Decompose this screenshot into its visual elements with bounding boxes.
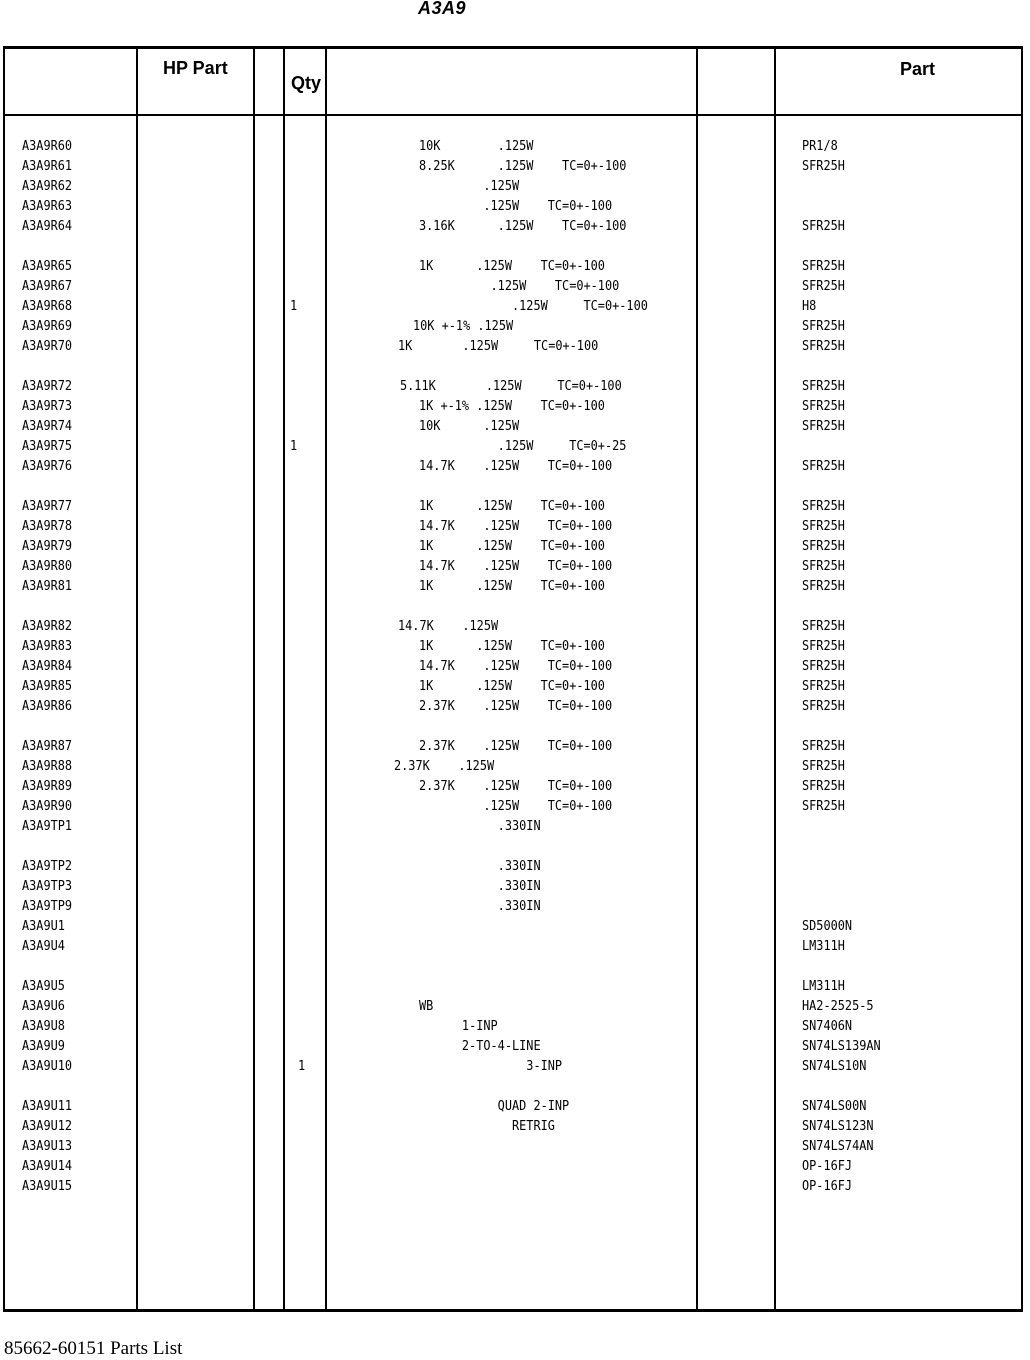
reference-designator: A3A9R87 xyxy=(22,738,73,754)
description: .125W TC=0+-100 xyxy=(419,278,620,294)
reference-designator: A3A9R79 xyxy=(22,538,73,554)
description: 10K .125W xyxy=(419,138,534,154)
mfr-part-number: SFR25H xyxy=(802,338,845,354)
mfr-part-number: SFR25H xyxy=(802,318,845,334)
description: 14.7K .125W TC=0+-100 xyxy=(419,458,613,474)
mfr-part-number: SFR25H xyxy=(802,378,845,394)
reference-designator: A3A9R82 xyxy=(22,618,73,634)
reference-designator: A3A9R80 xyxy=(22,558,73,574)
reference-designator: A3A9U4 xyxy=(22,938,65,954)
column-divider xyxy=(325,46,327,1312)
reference-designator: A3A9R74 xyxy=(22,418,73,434)
quantity: 1 xyxy=(290,298,298,314)
description: .125W TC=0+-100 xyxy=(419,198,613,214)
reference-designator: A3A9U15 xyxy=(22,1178,73,1194)
mfr-part-number: SFR25H xyxy=(802,398,845,414)
header-qty: Qty xyxy=(291,73,322,93)
reference-designator: A3A9U11 xyxy=(22,1098,73,1114)
description: 1K .125W TC=0+-100 xyxy=(419,678,605,694)
description: 14.7K .125W TC=0+-100 xyxy=(419,518,613,534)
mfr-part-number: SFR25H xyxy=(802,498,845,514)
mfr-part-number: SFR25H xyxy=(802,798,845,814)
reference-designator: A3A9R75 xyxy=(22,438,73,454)
reference-designator: A3A9R89 xyxy=(22,778,73,794)
mfr-part-number: SN7406N xyxy=(802,1018,853,1034)
reference-designator: A3A9R86 xyxy=(22,698,73,714)
mfr-part-number: SFR25H xyxy=(802,218,845,234)
header-hp-part: HP Part xyxy=(163,58,228,78)
mfr-part-number: SFR25H xyxy=(802,698,845,714)
reference-designator: A3A9R81 xyxy=(22,578,73,594)
description: 1K .125W TC=0+-100 xyxy=(398,338,599,354)
reference-designator: A3A9R60 xyxy=(22,138,73,154)
header-divider xyxy=(3,114,1023,116)
mfr-part-number: OP-16FJ xyxy=(802,1178,853,1194)
mfr-part-number: SN74LS123N xyxy=(802,1118,874,1134)
mfr-part-number: SFR25H xyxy=(802,418,845,434)
reference-designator: A3A9R76 xyxy=(22,458,73,474)
description: 2.37K .125W xyxy=(394,758,495,774)
description: 14.7K .125W TC=0+-100 xyxy=(419,558,613,574)
reference-designator: A3A9R63 xyxy=(22,198,73,214)
column-divider xyxy=(283,46,285,1312)
description: 2.37K .125W TC=0+-100 xyxy=(419,738,613,754)
description: 3.16K .125W TC=0+-100 xyxy=(419,218,627,234)
mfr-part-number: SN74LS139AN xyxy=(802,1038,881,1054)
reference-designator: A3A9R73 xyxy=(22,398,73,414)
reference-designator: A3A9R78 xyxy=(22,518,73,534)
description: 1K .125W TC=0+-100 xyxy=(419,538,605,554)
mfr-part-number: SD5000N xyxy=(802,918,853,934)
mfr-part-number: SFR25H xyxy=(802,638,845,654)
mfr-part-number: SFR25H xyxy=(802,558,845,574)
reference-designator: A3A9U12 xyxy=(22,1118,73,1134)
mfr-part-number: SFR25H xyxy=(802,458,845,474)
description: 14.7K .125W TC=0+-100 xyxy=(419,658,613,674)
description: .330IN xyxy=(419,878,541,894)
description: RETRIG xyxy=(419,1118,555,1134)
mfr-part-number: SFR25H xyxy=(802,758,845,774)
mfr-part-number: SFR25H xyxy=(802,678,845,694)
reference-designator: A3A9R64 xyxy=(22,218,73,234)
description: 5.11K .125W TC=0+-100 xyxy=(400,378,622,394)
reference-designator: A3A9U14 xyxy=(22,1158,73,1174)
header-mfr-part: Part xyxy=(900,59,936,79)
reference-designator: A3A9R70 xyxy=(22,338,73,354)
mfr-part-number: LM311H xyxy=(802,938,845,954)
reference-designator: A3A9R83 xyxy=(22,638,73,654)
reference-designator: A3A9TP9 xyxy=(22,898,73,914)
mfr-part-number: LM311H xyxy=(802,978,845,994)
mfr-part-number: SFR25H xyxy=(802,658,845,674)
reference-designator: A3A9R88 xyxy=(22,758,73,774)
mfr-part-number: HA2-2525-5 xyxy=(802,998,874,1014)
column-divider xyxy=(253,46,255,1312)
reference-designator: A3A9R61 xyxy=(22,158,73,174)
reference-designator: A3A9R77 xyxy=(22,498,73,514)
description: 1-INP xyxy=(419,1018,498,1034)
description: 2.37K .125W TC=0+-100 xyxy=(419,698,613,714)
description: 1K .125W TC=0+-100 xyxy=(419,638,605,654)
description: 3-INP xyxy=(419,1058,563,1074)
column-divider xyxy=(774,46,776,1312)
reference-designator: A3A9U6 xyxy=(22,998,65,1014)
description: 2-TO-4-LINE xyxy=(419,1038,541,1054)
reference-designator: A3A9R90 xyxy=(22,798,73,814)
mfr-part-number: SFR25H xyxy=(802,738,845,754)
description: .330IN xyxy=(419,818,541,834)
reference-designator: A3A9U1 xyxy=(22,918,65,934)
mfr-part-number: SFR25H xyxy=(802,258,845,274)
mfr-part-number: PR1/8 xyxy=(802,138,838,154)
mfr-part-number: SN74LS00N xyxy=(802,1098,867,1114)
reference-designator: A3A9U8 xyxy=(22,1018,65,1034)
reference-designator: A3A9R85 xyxy=(22,678,73,694)
description: .125W TC=0+-100 xyxy=(419,798,613,814)
column-divider xyxy=(136,46,138,1312)
reference-designator: A3A9U13 xyxy=(22,1138,73,1154)
mfr-part-number: OP-16FJ xyxy=(802,1158,853,1174)
mfr-part-number: SN74LS10N xyxy=(802,1058,867,1074)
mfr-part-number: SFR25H xyxy=(802,518,845,534)
description: 1K .125W TC=0+-100 xyxy=(419,498,605,514)
mfr-part-number: SFR25H xyxy=(802,158,845,174)
reference-designator: A3A9R62 xyxy=(22,178,73,194)
reference-designator: A3A9TP3 xyxy=(22,878,73,894)
reference-designator: A3A9TP2 xyxy=(22,858,73,874)
mfr-part-number: SFR25H xyxy=(802,278,845,294)
mfr-part-number: SN74LS74AN xyxy=(802,1138,874,1154)
reference-designator: A3A9R65 xyxy=(22,258,73,274)
description: 1K .125W TC=0+-100 xyxy=(419,258,605,274)
reference-designator: A3A9R68 xyxy=(22,298,73,314)
description: 8.25K .125W TC=0+-100 xyxy=(419,158,627,174)
description: 10K .125W xyxy=(419,418,520,434)
quantity: 1 xyxy=(298,1058,306,1074)
description: 10K +-1% .125W xyxy=(413,318,514,334)
description: .125W TC=0+-25 xyxy=(419,438,627,454)
description: .330IN xyxy=(419,858,541,874)
description: QUAD 2-INP xyxy=(419,1098,570,1114)
description: 1K .125W TC=0+-100 xyxy=(419,578,605,594)
mfr-part-number: SFR25H xyxy=(802,778,845,794)
reference-designator: A3A9R69 xyxy=(22,318,73,334)
quantity: 1 xyxy=(290,438,298,454)
reference-designator: A3A9R67 xyxy=(22,278,73,294)
description: .125W TC=0+-100 xyxy=(419,298,648,314)
description: 2.37K .125W TC=0+-100 xyxy=(419,778,613,794)
mfr-part-number: SFR25H xyxy=(802,578,845,594)
description: WB xyxy=(419,998,434,1014)
description: 1K +-1% .125W TC=0+-100 xyxy=(419,398,605,414)
mfr-part-number: SFR25H xyxy=(802,618,845,634)
reference-designator: A3A9R84 xyxy=(22,658,73,674)
reference-designator: A3A9U10 xyxy=(22,1058,73,1074)
description: .330IN xyxy=(419,898,541,914)
reference-designator: A3A9TP1 xyxy=(22,818,73,834)
page-title: A3A9 xyxy=(418,0,467,18)
column-divider xyxy=(696,46,698,1312)
description: 14.7K .125W xyxy=(398,618,499,634)
page-footer: 85662-60151 Parts List xyxy=(4,1338,183,1359)
mfr-part-number: H8 xyxy=(802,298,817,314)
mfr-part-number: SFR25H xyxy=(802,538,845,554)
reference-designator: A3A9R72 xyxy=(22,378,73,394)
reference-designator: A3A9U5 xyxy=(22,978,65,994)
description: .125W xyxy=(419,178,520,194)
reference-designator: A3A9U9 xyxy=(22,1038,65,1054)
